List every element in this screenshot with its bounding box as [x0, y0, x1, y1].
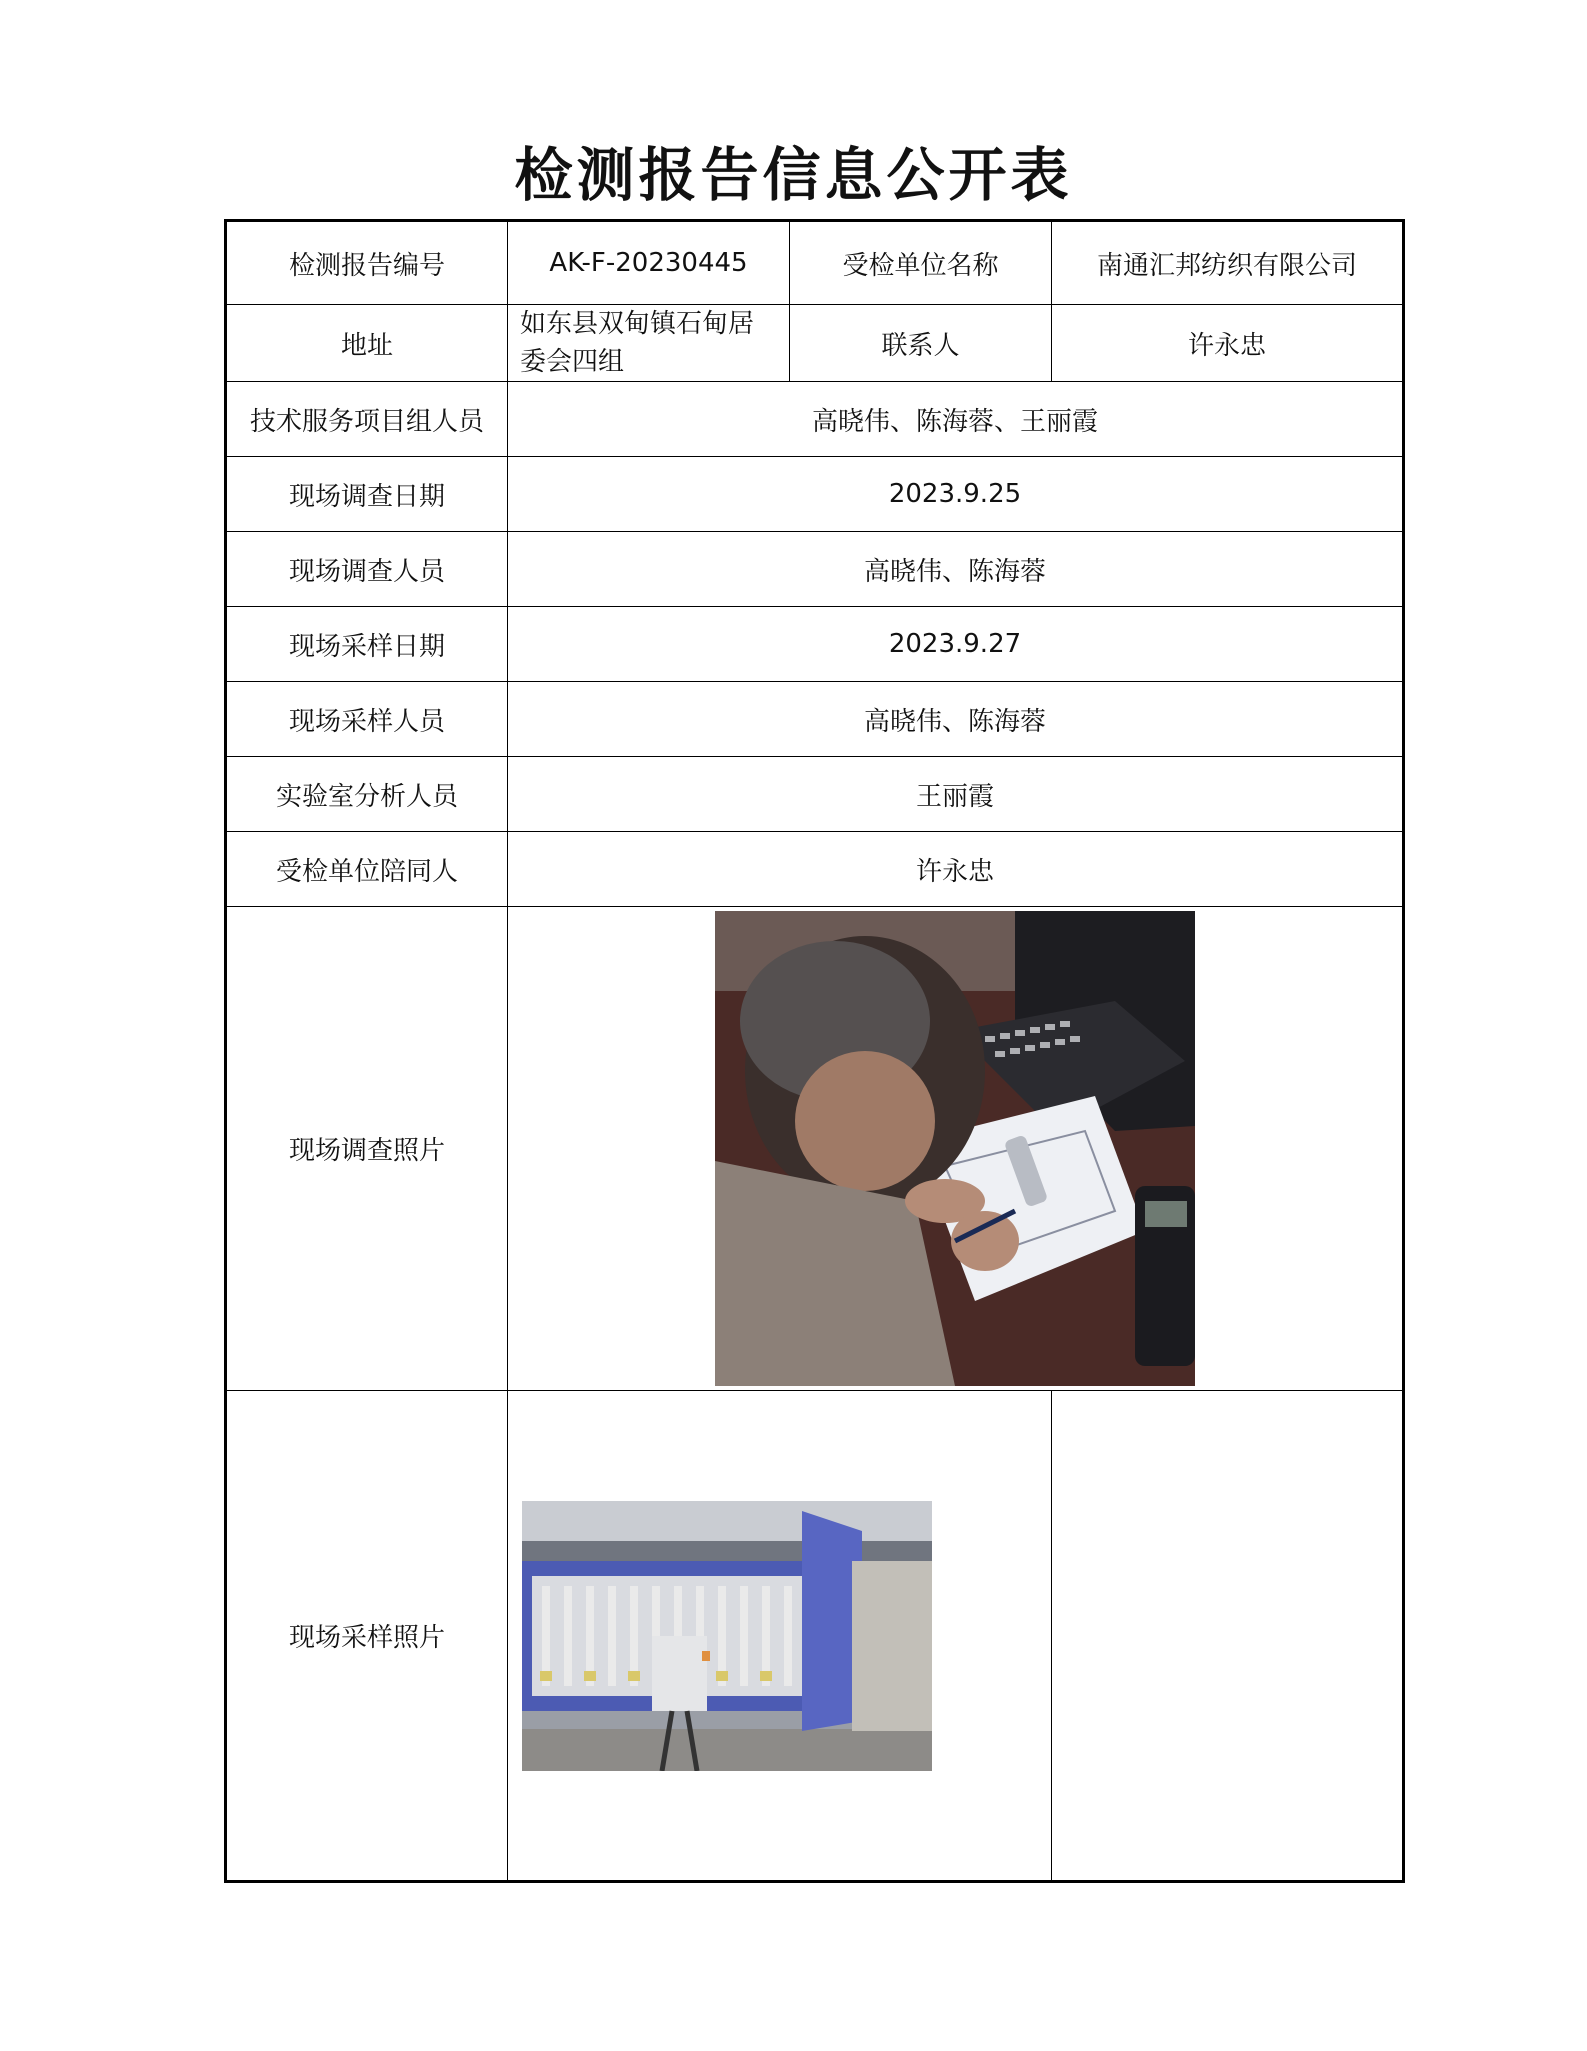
- table-row: [226, 1391, 1404, 1882]
- table-row: [226, 457, 1404, 532]
- table-row: [226, 682, 1404, 757]
- sampling-photo-label: 现场采样照片: [226, 1391, 508, 1882]
- row-value: 2023.9.25: [508, 457, 1404, 532]
- row-label: 受检单位陪同人: [226, 832, 508, 907]
- table-row: [226, 832, 1404, 907]
- row-value: 王丽霞: [508, 757, 1404, 832]
- label-company: 受检单位名称: [790, 221, 1052, 305]
- company-value: 南通汇邦纺织有限公司: [1052, 221, 1404, 305]
- report-no-value: AK-F-20230445: [508, 221, 790, 305]
- table-row: [226, 607, 1404, 682]
- table-row: [226, 532, 1404, 607]
- row-value: 高晓伟、陈海蓉: [508, 532, 1404, 607]
- row-value: 高晓伟、陈海蓉: [508, 682, 1404, 757]
- sampling-photo-cell: [508, 1391, 1052, 1882]
- row-label: 实验室分析人员: [226, 757, 508, 832]
- table-row: [226, 907, 1404, 1391]
- row-value: 高晓伟、陈海蓉、王丽霞: [508, 382, 1404, 457]
- survey-photo-label: 现场调查照片: [226, 907, 508, 1391]
- survey-photo: [715, 911, 1195, 1386]
- table-row: [226, 382, 1404, 457]
- page-title: 检测报告信息公开表: [514, 141, 1073, 209]
- row-label: 现场调查人员: [226, 532, 508, 607]
- label-contact: 联系人: [790, 305, 1052, 382]
- row-label: 技术服务项目组人员: [226, 382, 508, 457]
- row-value: 2023.9.27: [508, 607, 1404, 682]
- label-report-no: 检测报告编号: [226, 221, 508, 305]
- row-value: 许永忠: [508, 832, 1404, 907]
- table-row: [226, 221, 1404, 305]
- info-table: [224, 219, 1405, 1883]
- table-row: [226, 757, 1404, 832]
- row-label: 现场调查日期: [226, 457, 508, 532]
- row-label: 现场采样人员: [226, 682, 508, 757]
- contact-value: 许永忠: [1052, 305, 1404, 382]
- address-value: 如东县双甸镇石甸居委会四组: [508, 305, 790, 382]
- sampling-photo: [522, 1501, 932, 1771]
- table-row: [226, 305, 1404, 382]
- row-label: 现场采样日期: [226, 607, 508, 682]
- survey-photo-cell: [508, 907, 1404, 1391]
- empty-cell: [1052, 1391, 1404, 1882]
- label-address: 地址: [226, 305, 508, 382]
